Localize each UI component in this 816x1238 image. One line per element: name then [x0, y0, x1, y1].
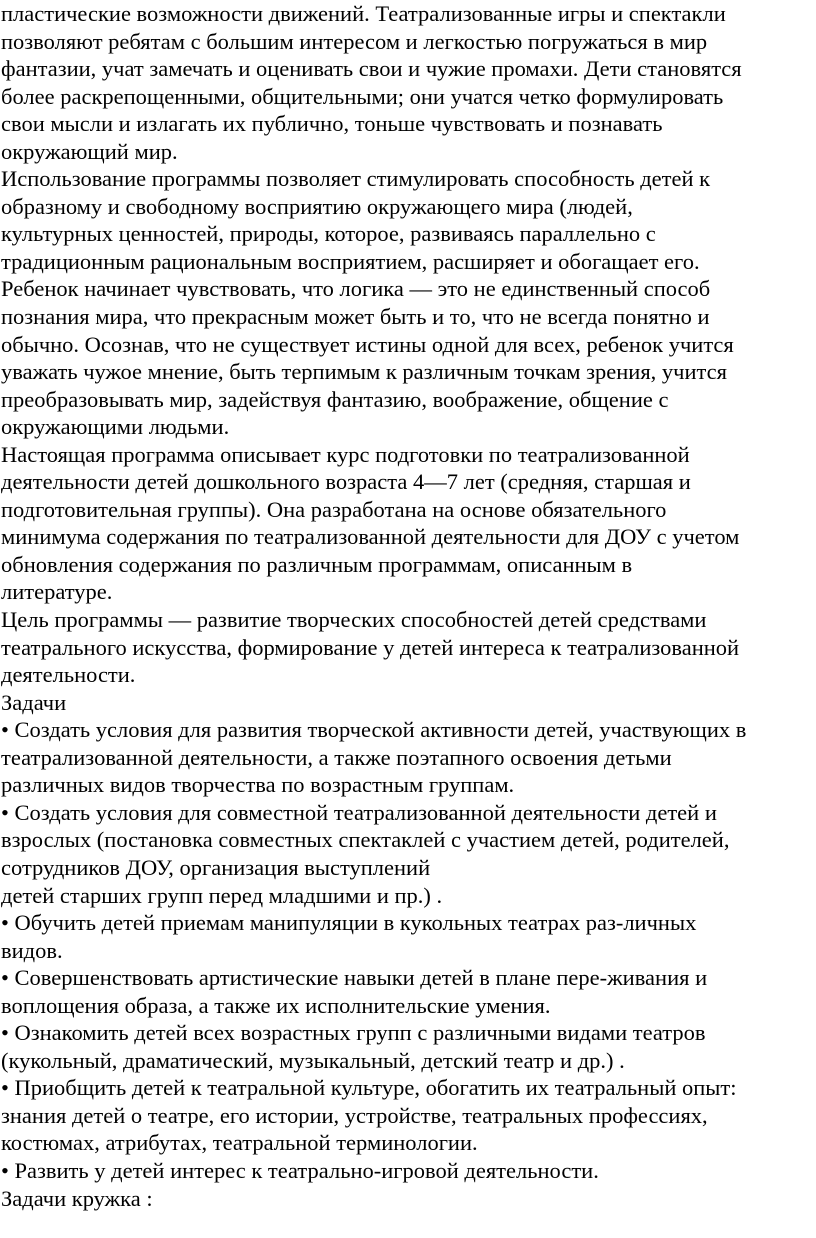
text-line: культурных ценностей, природы, которое, развиваясь параллельно с [1, 221, 656, 247]
text-line: образному и свободному восприятию окружающего мира (людей, [1, 193, 633, 219]
text-line: детей старших групп перед младшими и пр.) . [1, 882, 443, 908]
text-line: Настоящая программа описывает курс подготовки по театрализованной [1, 441, 690, 467]
text-line: воплощения образа, а также их исполнительские умения. [1, 992, 551, 1018]
text-line: окружающими людьми. [1, 414, 230, 440]
text-line: театрализованной деятельности, а также поэтапного освоения детьми [1, 744, 672, 770]
bullet-item: • Совершенствовать артистические навыки детей в плане пере-живания и [1, 965, 708, 991]
bullet-item: • Ознакомить детей всех возрастных групп с различными видами театров [1, 1020, 706, 1046]
text-line: знания детей о театре, его истории, устройстве, театральных профессиях, [1, 1102, 708, 1128]
text-line: обычно. Осознав, что не существует истины одной для всех, ребенок учится [1, 331, 734, 357]
text-line: Ребенок начинает чувствовать, что логика — это не единственный способ [1, 276, 711, 302]
bullet-item: • Создать условия для совместной театрализованной деятельности детей и [1, 799, 717, 825]
text-line: познания мира, что прекрасным может быть и то, что не всегда понятно и [1, 304, 710, 330]
text-line: позволяют ребятам с большим интересом и легкостью погружаться в мир [1, 28, 708, 54]
text-line: более раскрепощенными, общительными; они учатся четко формулировать [1, 83, 724, 109]
text-line: традиционным рациональным восприятием, расширяет и обогащает его. [1, 248, 700, 274]
bullet-item: • Приобщить детей к театральной культуре, обогатить их театральный опыт: [1, 1075, 737, 1101]
text-line: окружающий мир. [1, 138, 178, 164]
bullet-item: • Создать условия для развития творческой активности детей, участвующих в [1, 717, 747, 743]
text-line: (кукольный, драматический, музыкальный, детский театр и др.) . [1, 1047, 625, 1073]
text-line: пластические возможности движений. Театрализованные игры и спектакли [1, 1, 726, 26]
bullet-item: • Развить у детей интерес к театрально-игровой деятельности. [1, 1157, 599, 1183]
section-heading: Задачи кружка : [1, 1185, 153, 1211]
text-line: различных видов творчества по возрастным группам. [1, 772, 515, 798]
text-line: подготовительная группы). Она разработана на основе обязательного [1, 496, 667, 522]
text-line: минимума содержания по театрализованной деятельности для ДОУ с учетом [1, 524, 740, 550]
text-line: театрального искусства, формирование у детей интереса к театрализованной [1, 634, 740, 660]
section-heading: Задачи [1, 689, 67, 715]
text-line: сотрудников ДОУ, организация выступлений [1, 854, 431, 880]
text-line: обновления содержания по различным программам, описанным в [1, 551, 633, 577]
text-line: литературе. [1, 579, 113, 605]
text-line: Цель программы — развитие творческих способностей детей средствами [1, 607, 707, 633]
text-line: деятельности детей дошкольного возраста 4—7 лет (средняя, старшая и [1, 469, 691, 495]
text-line: преобразовывать мир, задействуя фантазию, воображение, общение с [1, 386, 669, 412]
text-line: уважать чужое мнение, быть терпимым к различным точкам зрения, учится [1, 359, 727, 385]
text-line: Использование программы позволяет стимулировать способность детей к [1, 166, 711, 192]
bullet-item: • Обучить детей приемам манипуляции в кукольных театрах раз-личных [1, 910, 697, 936]
text-line: деятельности. [1, 662, 136, 688]
text-line: взрослых (постановка совместных спектаклей с участием детей, родителей, [1, 827, 730, 853]
text-line: видов. [1, 937, 63, 963]
text-line: костюмах, атрибутах, театральной терминологии. [1, 1130, 478, 1156]
text-line: фантазии, учат замечать и оценивать свои и чужие промахи. Дети становятся [1, 56, 742, 82]
text-line: свои мысли и излагать их публично, тоньше чувствовать и познавать [1, 111, 663, 137]
